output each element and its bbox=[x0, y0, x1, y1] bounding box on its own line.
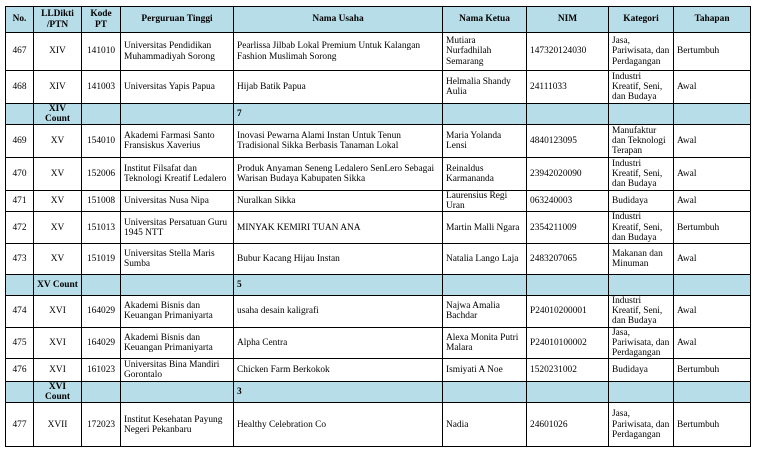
header-row bbox=[6, 7, 751, 33]
count-row bbox=[6, 275, 751, 296]
cell-kategori: Manufaktur dan Teknologi Terapan bbox=[609, 125, 674, 158]
cell-perguruan-tinggi: Universitas Nusa Nipa bbox=[121, 191, 234, 212]
header-nama-ketua: Nama Ketua bbox=[443, 7, 527, 33]
table-row bbox=[6, 33, 751, 71]
count-label: XIV Count bbox=[34, 104, 82, 125]
cell-no: 470 bbox=[6, 158, 34, 191]
cell-kategori: Industri Kreatif, Seni, dan Budaya bbox=[609, 212, 674, 244]
table-row bbox=[6, 191, 751, 212]
count-label: XV Count bbox=[34, 275, 82, 296]
cell-kode-pt: 154010 bbox=[82, 125, 121, 158]
cell-lldikti: XV bbox=[34, 125, 82, 158]
cell-kategori: Industri Kreatif, Seni, dan Budaya bbox=[609, 296, 674, 328]
cell-lldikti: XVI bbox=[34, 327, 82, 359]
cell-perguruan-tinggi: Universitas Bina Mandiri Gorontalo bbox=[121, 359, 234, 382]
count-empty-cell bbox=[443, 104, 527, 125]
count-empty-cell bbox=[121, 104, 234, 125]
cell-tahapan: Awal bbox=[674, 244, 751, 275]
cell-lldikti: XIV bbox=[34, 33, 82, 71]
count-empty-cell bbox=[674, 382, 751, 403]
table-body bbox=[6, 33, 751, 447]
cell-nama-ketua: Ismiyati A Noe bbox=[443, 359, 527, 382]
cell-nama-usaha: MINYAK KEMIRI TUAN ANA bbox=[234, 212, 443, 244]
cell-kategori: Makanan dan Minuman bbox=[609, 244, 674, 275]
count-empty-cell bbox=[82, 275, 121, 296]
count-label: XVI Count bbox=[34, 382, 82, 403]
header-kategori: Kategori bbox=[609, 7, 674, 33]
cell-kategori: Jasa, Pariwisata, dan Perdagangan bbox=[609, 403, 674, 447]
cell-tahapan: Awal bbox=[674, 158, 751, 191]
cell-nim: 2354211009 bbox=[527, 212, 609, 244]
cell-kategori: Jasa, Pariwisata, dan Perdagangan bbox=[609, 327, 674, 359]
table-row bbox=[6, 244, 751, 275]
count-value: 5 bbox=[234, 275, 443, 296]
cell-nim: 23942020090 bbox=[527, 158, 609, 191]
cell-kode-pt: 161023 bbox=[82, 359, 121, 382]
cell-no: 471 bbox=[6, 191, 34, 212]
cell-nama-usaha: Pearlissa Jilbab Lokal Premium Untuk Kalangan Fashion Muslimah Sorong bbox=[234, 33, 443, 71]
cell-nama-ketua: Helmalia Shandy Aulia bbox=[443, 71, 527, 104]
startup-table bbox=[5, 6, 751, 447]
cell-kode-pt: 141010 bbox=[82, 33, 121, 71]
count-empty-cell bbox=[609, 275, 674, 296]
cell-perguruan-tinggi: Institut Filsafat dan Teknologi Kreatif Ledalero bbox=[121, 158, 234, 191]
cell-no: 469 bbox=[6, 125, 34, 158]
cell-nama-usaha: usaha desain kaligrafi bbox=[234, 296, 443, 328]
header-perguruan-tinggi: Perguruan Tinggi bbox=[121, 7, 234, 33]
cell-nama-usaha: Inovasi Pewarna Alami Instan Untuk Tenun Tradisional Sikka Berbasis Tanaman Lokal bbox=[234, 125, 443, 158]
count-value: 7 bbox=[234, 104, 443, 125]
cell-nim: P24010100002 bbox=[527, 327, 609, 359]
cell-no: 467 bbox=[6, 33, 34, 71]
cell-nama-usaha: Chicken Farm Berkokok bbox=[234, 359, 443, 382]
cell-nama-ketua: Laurensius Regi Uran bbox=[443, 191, 527, 212]
cell-kategori: Budidaya bbox=[609, 359, 674, 382]
cell-nama-ketua: Martin Malli Ngara bbox=[443, 212, 527, 244]
header-nama-usaha: Nama Usaha bbox=[234, 7, 443, 33]
cell-tahapan: Awal bbox=[674, 125, 751, 158]
cell-lldikti: XVII bbox=[34, 403, 82, 447]
cell-no: 472 bbox=[6, 212, 34, 244]
cell-lldikti: XV bbox=[34, 158, 82, 191]
cell-no: 473 bbox=[6, 244, 34, 275]
cell-tahapan: Awal bbox=[674, 71, 751, 104]
cell-lldikti: XV bbox=[34, 212, 82, 244]
table-row bbox=[6, 296, 751, 328]
header-nim: NIM bbox=[527, 7, 609, 33]
table-row bbox=[6, 403, 751, 447]
cell-perguruan-tinggi: Universitas Stella Maris Sumba bbox=[121, 244, 234, 275]
cell-kode-pt: 152006 bbox=[82, 158, 121, 191]
cell-tahapan: Awal bbox=[674, 191, 751, 212]
cell-tahapan: Bertumbuh bbox=[674, 212, 751, 244]
cell-tahapan: Bertumbuh bbox=[674, 359, 751, 382]
cell-kode-pt: 172023 bbox=[82, 403, 121, 447]
cell-kategori: Budidaya bbox=[609, 191, 674, 212]
cell-nim: P24010200001 bbox=[527, 296, 609, 328]
cell-perguruan-tinggi: Institut Kesehatan Payung Negeri Pekanbaru bbox=[121, 403, 234, 447]
cell-no: 475 bbox=[6, 327, 34, 359]
count-empty-cell bbox=[527, 382, 609, 403]
cell-lldikti: XVI bbox=[34, 296, 82, 328]
cell-no: 474 bbox=[6, 296, 34, 328]
count-empty-cell bbox=[443, 275, 527, 296]
cell-tahapan: Bertumbuh bbox=[674, 33, 751, 71]
cell-nim: 063240003 bbox=[527, 191, 609, 212]
cell-nim: 147320124030 bbox=[527, 33, 609, 71]
cell-lldikti: XV bbox=[34, 191, 82, 212]
cell-kategori: Industri Kreatif, Seni, dan Budaya bbox=[609, 71, 674, 104]
cell-perguruan-tinggi: Akademi Bisnis dan Keuangan Primaniyarta bbox=[121, 327, 234, 359]
cell-nim: 24601026 bbox=[527, 403, 609, 447]
count-empty-cell bbox=[527, 104, 609, 125]
table-row bbox=[6, 212, 751, 244]
cell-tahapan: Awal bbox=[674, 296, 751, 328]
cell-nama-ketua: Najwa Amalia Bachdar bbox=[443, 296, 527, 328]
count-empty-cell bbox=[6, 382, 34, 403]
cell-nama-usaha: Nuralkan Sikka bbox=[234, 191, 443, 212]
header-kode-pt: Kode PT bbox=[82, 7, 121, 33]
cell-perguruan-tinggi: Akademi Farmasi Santo Fransiskus Xaverius bbox=[121, 125, 234, 158]
count-empty-cell bbox=[609, 104, 674, 125]
cell-nama-ketua: Reinaldus Karmananda bbox=[443, 158, 527, 191]
cell-kode-pt: 164029 bbox=[82, 296, 121, 328]
count-row bbox=[6, 382, 751, 403]
cell-nama-usaha: Healthy Celebration Co bbox=[234, 403, 443, 447]
count-empty-cell bbox=[527, 275, 609, 296]
table-row bbox=[6, 125, 751, 158]
cell-kode-pt: 141003 bbox=[82, 71, 121, 104]
cell-tahapan: Awal bbox=[674, 327, 751, 359]
count-empty-cell bbox=[82, 382, 121, 403]
cell-kode-pt: 164029 bbox=[82, 327, 121, 359]
cell-lldikti: XVI bbox=[34, 359, 82, 382]
cell-nama-ketua: Nadia bbox=[443, 403, 527, 447]
table-row bbox=[6, 327, 751, 359]
count-empty-cell bbox=[443, 382, 527, 403]
cell-nama-ketua: Natalia Lango Laja bbox=[443, 244, 527, 275]
cell-perguruan-tinggi: Universitas Persatuan Guru 1945 NTT bbox=[121, 212, 234, 244]
cell-nama-ketua: Mutiara Nurfadhilah Semarang bbox=[443, 33, 527, 71]
cell-kode-pt: 151019 bbox=[82, 244, 121, 275]
count-empty-cell bbox=[121, 382, 234, 403]
table-row bbox=[6, 359, 751, 382]
cell-nama-usaha: Produk Anyaman Seneng Ledalero SenLero Sebagai Warisan Budaya Kabupaten Sikka bbox=[234, 158, 443, 191]
cell-nim: 1520231002 bbox=[527, 359, 609, 382]
data-table-container bbox=[5, 6, 751, 447]
cell-nama-usaha: Bubur Kacang Hijau Instan bbox=[234, 244, 443, 275]
cell-nama-ketua: Maria Yolanda Lensi bbox=[443, 125, 527, 158]
count-empty-cell bbox=[674, 104, 751, 125]
cell-nama-ketua: Alexa Monita Putri Malara bbox=[443, 327, 527, 359]
cell-kategori: Industri Kreatif, Seni, dan Budaya bbox=[609, 158, 674, 191]
cell-kode-pt: 151008 bbox=[82, 191, 121, 212]
count-empty-cell bbox=[6, 104, 34, 125]
table-row bbox=[6, 71, 751, 104]
cell-nama-usaha: Hijab Batik Papua bbox=[234, 71, 443, 104]
cell-nim: 2483207065 bbox=[527, 244, 609, 275]
count-empty-cell bbox=[6, 275, 34, 296]
cell-nim: 24111033 bbox=[527, 71, 609, 104]
cell-lldikti: XIV bbox=[34, 71, 82, 104]
cell-perguruan-tinggi: Universitas Pendidikan Muhammadiyah Sorong bbox=[121, 33, 234, 71]
table-row bbox=[6, 158, 751, 191]
header-no: No. bbox=[6, 7, 34, 33]
cell-nim: 4840123095 bbox=[527, 125, 609, 158]
count-value: 3 bbox=[234, 382, 443, 403]
header-tahapan: Tahapan bbox=[674, 7, 751, 33]
cell-kode-pt: 151013 bbox=[82, 212, 121, 244]
header-lldikti: LLDikti /PTN bbox=[34, 7, 82, 33]
cell-nama-usaha: Alpha Centra bbox=[234, 327, 443, 359]
count-empty-cell bbox=[121, 275, 234, 296]
cell-no: 468 bbox=[6, 71, 34, 104]
count-empty-cell bbox=[82, 104, 121, 125]
cell-no: 477 bbox=[6, 403, 34, 447]
cell-kategori: Jasa, Pariwisata, dan Perdagangan bbox=[609, 33, 674, 71]
count-empty-cell bbox=[609, 382, 674, 403]
count-row bbox=[6, 104, 751, 125]
cell-lldikti: XV bbox=[34, 244, 82, 275]
cell-perguruan-tinggi: Universitas Yapis Papua bbox=[121, 71, 234, 104]
cell-no: 476 bbox=[6, 359, 34, 382]
cell-tahapan: Bertumbuh bbox=[674, 403, 751, 447]
count-empty-cell bbox=[674, 275, 751, 296]
cell-perguruan-tinggi: Akademi Bisnis dan Keuangan Primaniyarta bbox=[121, 296, 234, 328]
